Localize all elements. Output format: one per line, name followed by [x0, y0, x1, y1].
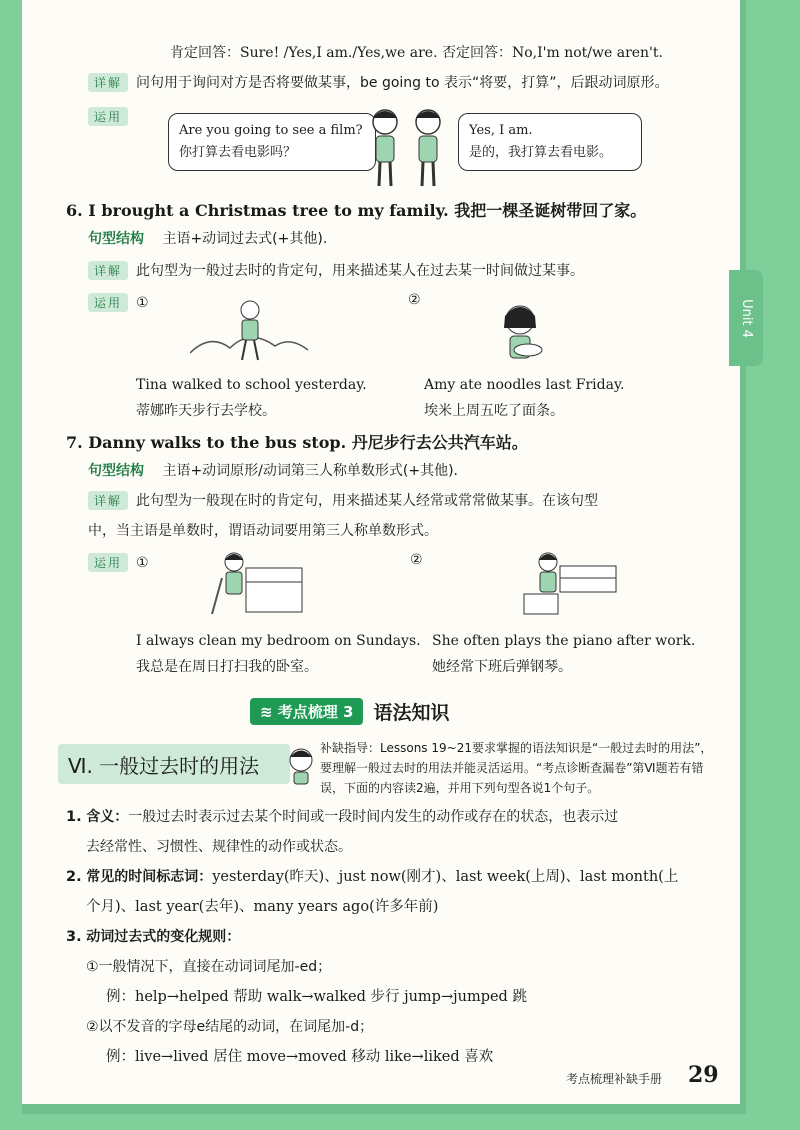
item7-structure [88, 460, 458, 480]
detail-tag: 详解 [88, 73, 128, 92]
grammar-title: Ⅵ. 一般过去时的用法 [68, 753, 260, 778]
unit-tab-label: Unit 4 [738, 298, 754, 338]
grammar-title-box [58, 744, 290, 784]
ex-number: ① [136, 555, 149, 571]
book-name: 考点梳理补缺手册 [566, 1072, 663, 1086]
top-detail-text: 问句用于询问对方是否将要做某事，be going to 表示“将要，打算”，后跟动词原形。 [136, 75, 669, 91]
girl-piano-illustration [510, 548, 620, 620]
section-name: 语法知识 [373, 702, 450, 724]
rule-2 [66, 862, 726, 892]
section-badge: ≋ 考点梳理 3 [250, 698, 363, 725]
item6-detail [88, 260, 584, 280]
item7-detail-text-2: 中，当主语是单数时，谓语动词要用第三人称单数形式。 [88, 523, 438, 539]
page-number: 29 [688, 1062, 719, 1088]
item7-ex2-cn: 她经常下班后弹钢琴。 [432, 659, 572, 675]
item7-structure-text: 主语+动词原形/动词第三人称单数形式(+其他). [162, 463, 459, 479]
rule-2-text-1: yesterday(昨天)、just now(刚才)、last week(上周)、last month(上 [212, 869, 679, 885]
speech-bubble-question [168, 113, 376, 171]
rule-3a: ①一般情况下，直接在动词词尾加-ed； [86, 959, 332, 975]
item6-title: 6. I brought a Christmas tree to my family. 我把一棵圣诞树带回了家。 [66, 201, 647, 220]
girl-cleaning-illustration [206, 548, 306, 620]
girl-walking-illustration [190, 298, 310, 368]
rule-3 [66, 922, 726, 952]
section-heading [250, 698, 449, 725]
item6-use [88, 292, 149, 312]
item7-use [88, 552, 149, 572]
item7-detail-text-1: 此句型为一般现在时的肯定句，用来描述某人经常或常常做某事。在该句型 [136, 493, 599, 509]
item6-ex2-cn: 埃米上周五吃了面条。 [424, 403, 564, 419]
rule-number: 3. [66, 929, 82, 945]
item6-ex2-en: Amy ate noodles last Friday. [424, 377, 625, 393]
item7-detail [88, 490, 598, 510]
item7-title: 7. Danny walks to the bus stop. 丹尼步行去公共汽车站。 [66, 433, 528, 452]
rule-label: 含义： [86, 809, 129, 825]
top-use [88, 106, 136, 126]
item6-structure [88, 228, 327, 248]
rule-3b: ②以不发音的字母e结尾的动词，在词尾加-d； [86, 1019, 374, 1035]
item6-example-1 [136, 372, 367, 424]
grammar-rules [66, 802, 726, 1072]
ex-number: ① [136, 295, 149, 311]
speech-bubble-answer [458, 113, 642, 171]
detail-tag: 详解 [88, 491, 128, 510]
ex-number: ② [408, 292, 421, 308]
rule-label: 动词过去式的变化规则： [86, 929, 241, 945]
rule-3a-example: 例：help→helped 帮助 walk→walked 步行 jump→jumped 跳 [106, 989, 527, 1005]
item7-ex1-en: I always clean my bedroom on Sundays. [136, 633, 421, 649]
ex-number: ② [410, 552, 423, 568]
item6-detail-text: 此句型为一般过去时的肯定句，用来描述某人在过去某一时间做过某事。 [136, 263, 585, 279]
top-detail [88, 72, 669, 92]
guidance-note: 补缺指导：Lessons 19~21要求掌握的语法知识是“一般过去时的用法”，要理解一般过去时的用法并能灵活运用。“考点诊断查漏卷”第Ⅵ题若有错误，下面的内容读2遍，并用下列句型各说1个句子。 [320, 741, 713, 795]
girl-eating-illustration [480, 298, 560, 368]
use-tag: 运用 [88, 553, 128, 572]
item6-ex1-cn: 蒂娜昨天步行去学校。 [136, 403, 276, 419]
item7-ex2-en: She often plays the piano after work. [432, 633, 696, 649]
item7-ex1-cn: 我总是在周日打扫我的卧室。 [136, 659, 318, 675]
two-boys-illustration [360, 100, 452, 192]
use-tag: 运用 [88, 293, 128, 312]
page-bottom-border [22, 1104, 746, 1114]
unit-side-tab [729, 270, 763, 366]
rule-label: 常见的时间标志词： [86, 869, 213, 885]
rule-1-text-2: 去经常性、习惯性、规律性的动作或状态。 [86, 839, 352, 855]
rule-number: 2. [66, 869, 82, 885]
use-tag: 运用 [88, 107, 128, 126]
structure-label: 句型结构 [88, 231, 144, 247]
item6-structure-text: 主语+动词过去式(+其他). [162, 231, 328, 247]
rule-1 [66, 802, 726, 832]
detail-tag: 详解 [88, 261, 128, 280]
item7-example-2 [432, 628, 695, 680]
rule-2-text-2: 个月)、last year(去年)、many years ago(许多年前) [86, 899, 439, 915]
item6-ex1-en: Tina walked to school yesterday. [136, 377, 367, 393]
item7-example-1 [136, 628, 421, 680]
bubble-question-en: Are you going to see a film? [179, 123, 363, 138]
bubble-question-cn: 你打算去看电影吗？ [179, 145, 297, 160]
boy-avatar-icon [284, 744, 318, 786]
rule-3b-example: 例：live→lived 居住 move→moved 移动 like→liked 喜欢 [106, 1049, 494, 1065]
rule-number: 1. [66, 809, 82, 825]
bubble-answer-en: Yes, I am. [469, 123, 533, 138]
structure-label: 句型结构 [88, 463, 144, 479]
answer-line: 肯定回答：Sure! /Yes,I am./Yes,we are. 否定回答：No,I'm not/we aren't. [170, 45, 663, 61]
item6-example-2 [424, 372, 624, 424]
rule-1-text-1: 一般过去时表示过去某个时间或一段时间内发生的动作或存在的状态，也表示过 [128, 809, 619, 825]
bubble-answer-cn: 是的，我打算去看电影。 [469, 145, 613, 160]
